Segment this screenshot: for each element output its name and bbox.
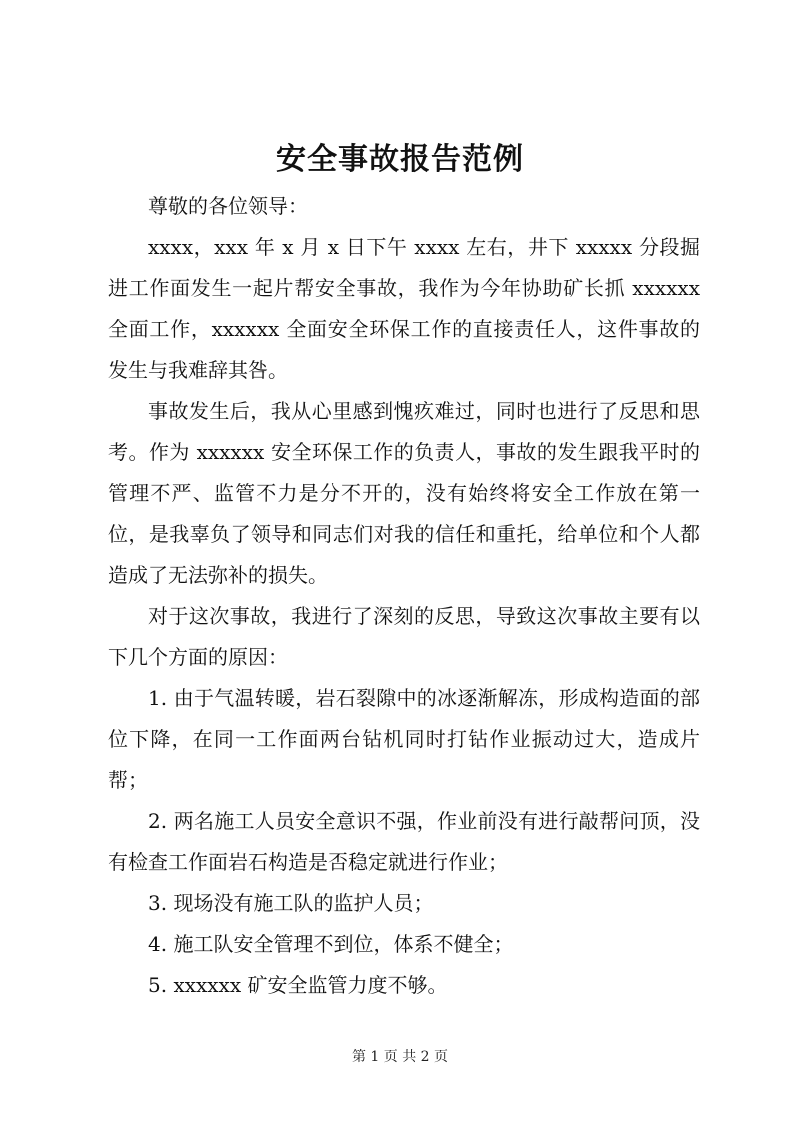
- document-body: [108, 186, 700, 1006]
- cause-item-1: 1. 由于气温转暖，岩石裂隙中的冰逐渐解冻，形成构造面的部位下降，在同一工作面两台钻机同时打钻作业振动过大，造成片帮；: [108, 686, 700, 792]
- page-footer: [0, 1047, 800, 1067]
- reflection-paragraph: 事故发生后，我从心里感到愧疚难过，同时也进行了反思和思考。作为 xxxxxx 安全环保工作的负责人，事故的发生跟我平时的管理不严、监管不力是分不开的，没有始终将安全工作放在第一位，是我辜负了领导和同志们对我的信任和重托，给单位和个人都造成了无法弥补的损失。: [108, 399, 700, 587]
- incident-paragraph: xxxx，xxx 年 x 月 x 日下午 xxxx 左右，井下 xxxxx 分段掘进工作面发生一起片帮安全事故，我作为今年协助矿长抓 xxxxxx 全面工作，xxxxxx 全面安全环保工作的直接责任人，这件事故的发生与我难辞其咎。: [108, 235, 700, 382]
- cause-item-5: 5. xxxxxx 矿安全监管力度不够。: [148, 973, 448, 997]
- cause-item-2: 2. 两名施工人员安全意识不强，作业前没有进行敲帮问顶，没有检查工作面岩石构造是否稳定就进行作业；: [108, 809, 700, 874]
- document-title: 安全事故报告范例: [276, 142, 524, 177]
- page-number-indicator: 第 1 页 共 2 页: [351, 1049, 449, 1065]
- cause-item-4: 4. 施工队安全管理不到位，体系不健全；: [148, 932, 514, 956]
- salutation-paragraph: 尊敬的各位领导：: [148, 194, 308, 218]
- cause-item-3: 3. 现场没有施工队的监护人员；: [148, 891, 434, 915]
- causes-intro-paragraph: 对于这次事故，我进行了深刻的反思，导致这次事故主要有以下几个方面的原因：: [108, 604, 700, 669]
